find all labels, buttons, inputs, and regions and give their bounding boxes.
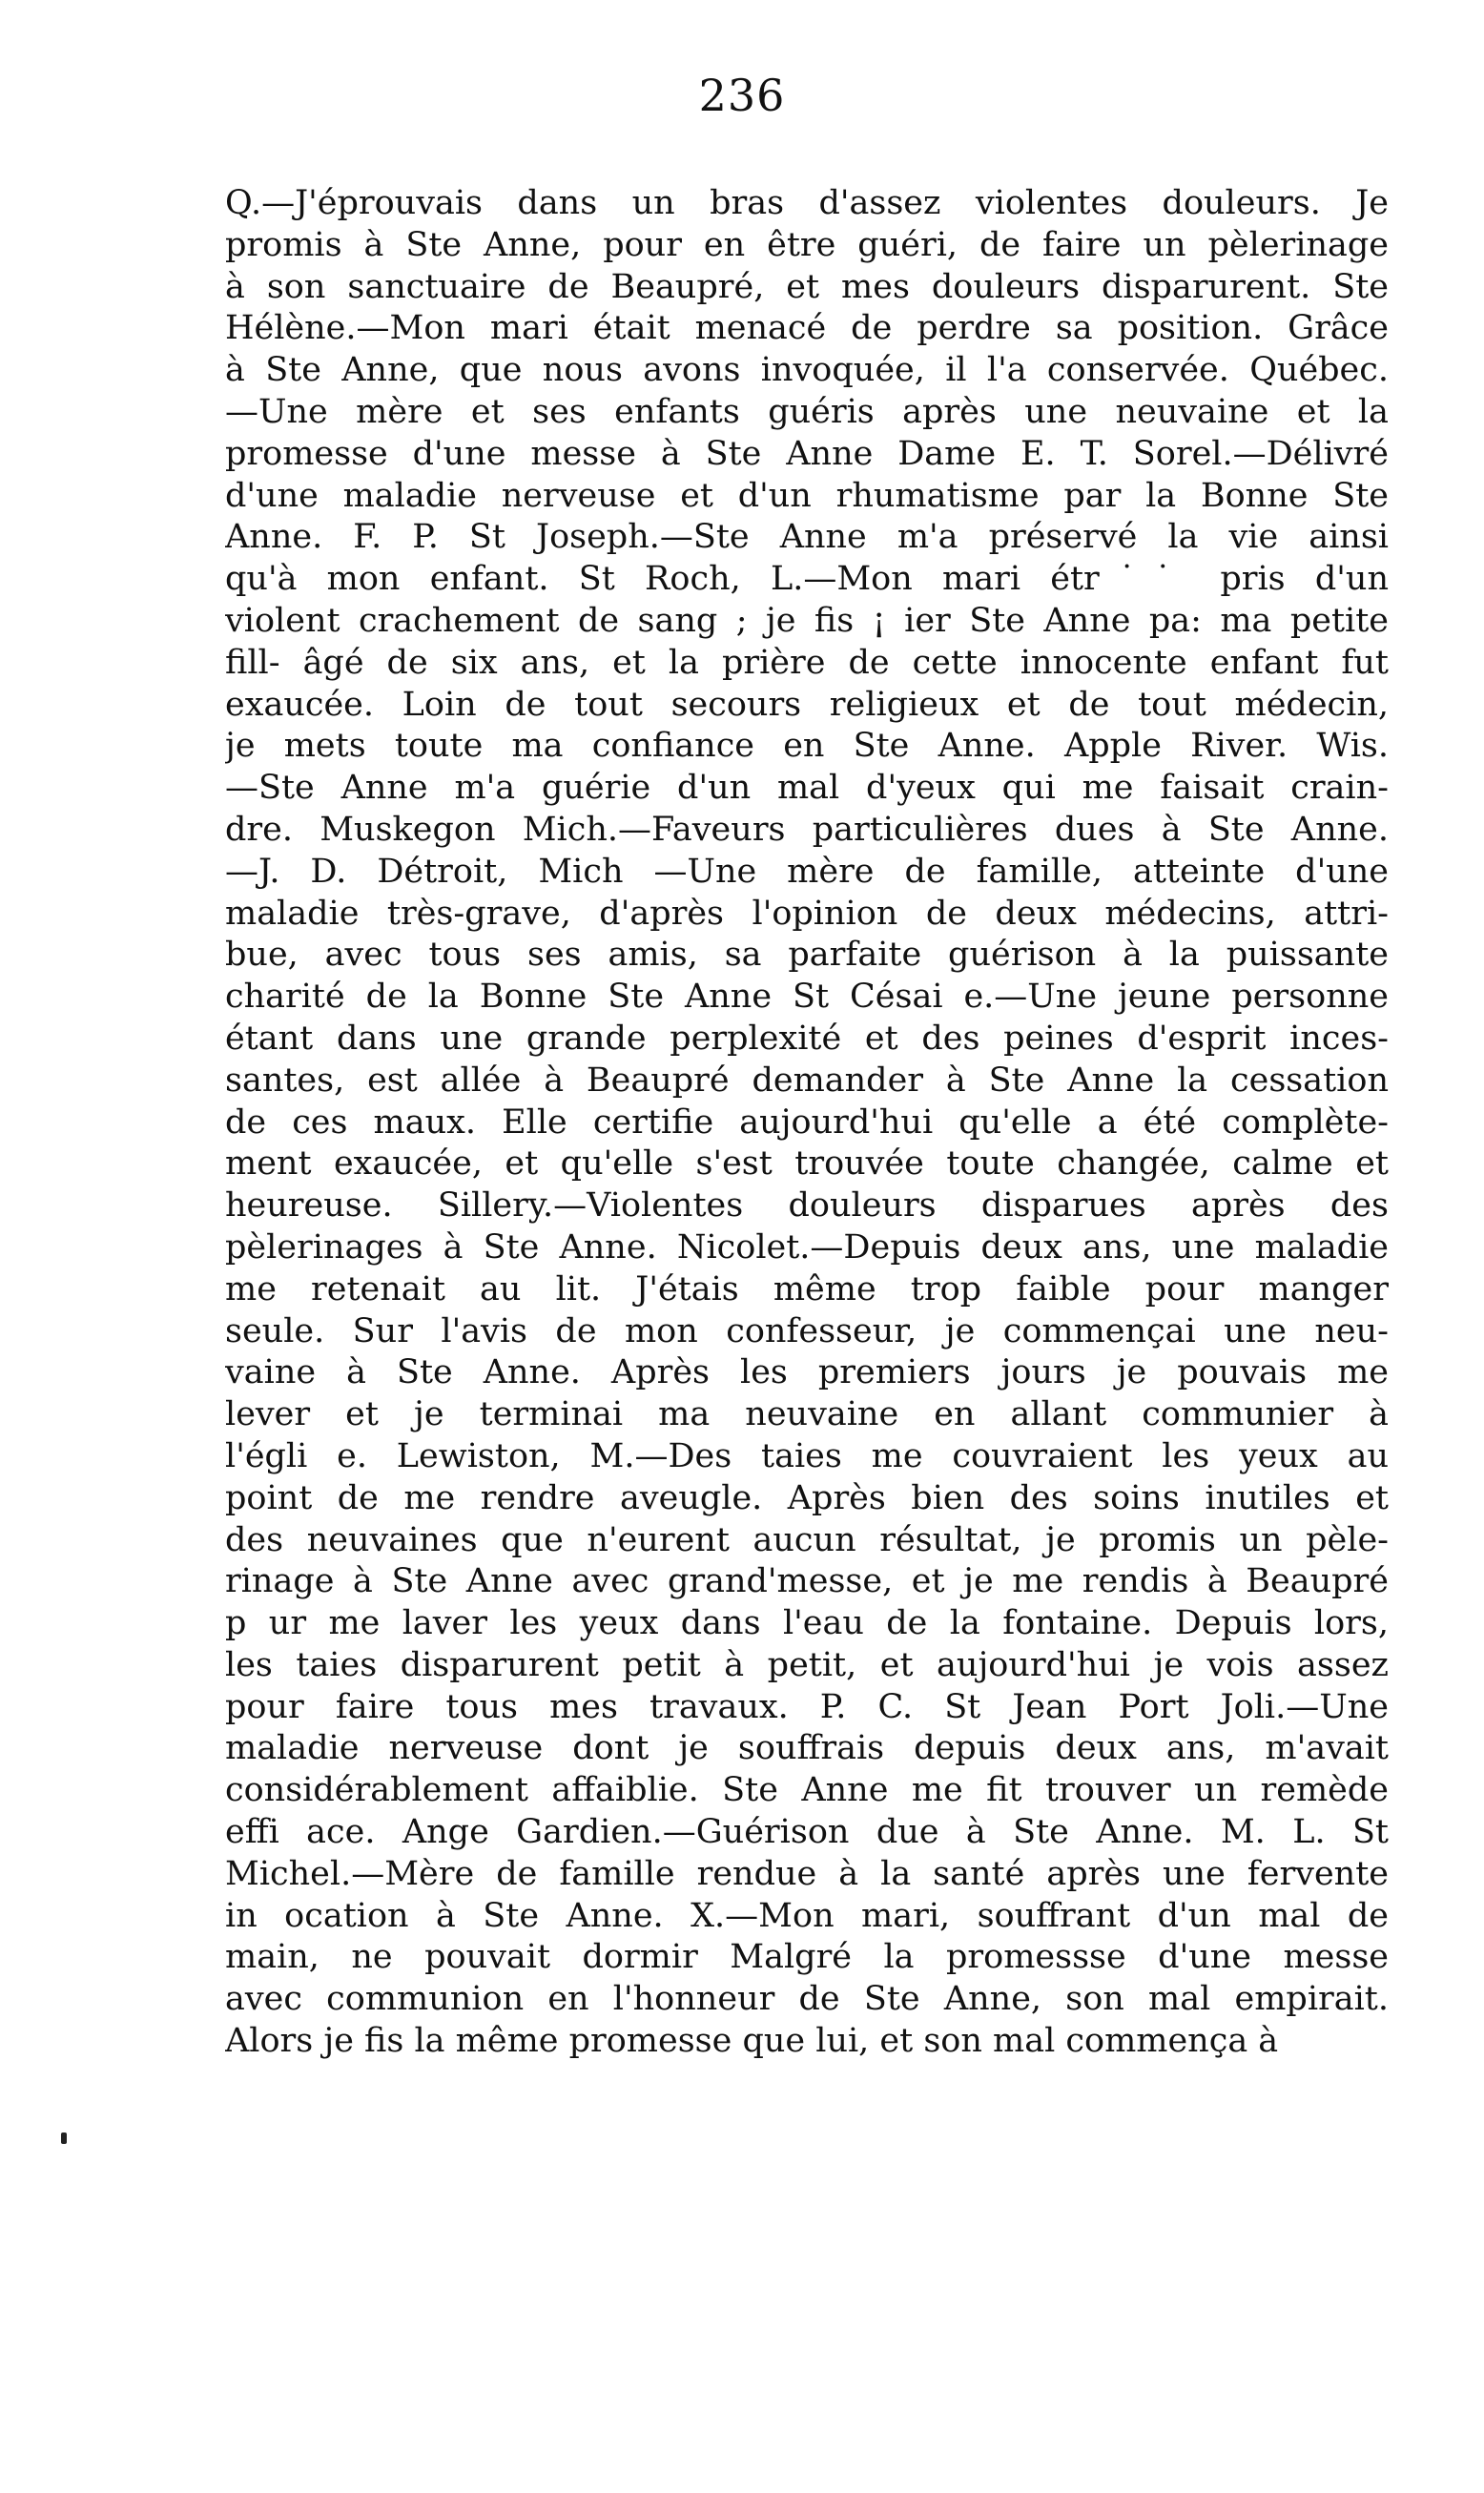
text-line: in ocation à Ste Anne. X.—Mon mari, souffrant d'un mal de bbox=[225, 1896, 1389, 1935]
text-line: considérablement affaiblie. Ste Anne me fit trouver un remède bbox=[225, 1771, 1389, 1810]
text-line: heureuse. Sillery.—Violentes douleurs disparues après des bbox=[225, 1186, 1389, 1226]
text-line: étant dans une grande perplexité et des peines d'esprit inces- bbox=[225, 1019, 1389, 1058]
text-line: les taies disparurent petit à petit, et aujourd'hui je vois assez bbox=[225, 1645, 1389, 1684]
text-line: santes, est allée à Beaupré demander à Ste Anne la cessation bbox=[225, 1061, 1389, 1100]
text-line: Alors je fis la même promesse que lui, et son mal commença à bbox=[225, 2022, 1279, 2061]
text-line: Hélène.—Mon mari était menacé de perdre sa position. Grâce bbox=[225, 309, 1389, 348]
text-line: fill- âgé de six ans, et la prière de cette innocente enfant fut bbox=[225, 643, 1389, 682]
ink-speck bbox=[61, 2132, 67, 2144]
body-text bbox=[225, 183, 1389, 2063]
text-line: rinage à Ste Anne avec grand'messe, et je me rendis à Beaupré bbox=[225, 1562, 1389, 1601]
text-line: à son sanctuaire de Beaupré, et mes douleurs disparurent. Ste bbox=[225, 267, 1389, 306]
text-line: qu'à mon enfant. St Roch, L.—Mon mari étr˙˙ pris d'un bbox=[225, 560, 1389, 599]
text-line: pour faire tous mes travaux. P. C. St Jean Port Joli.—Une bbox=[225, 1687, 1389, 1726]
text-line: Q.—J'éprouvais dans un bras d'assez violentes douleurs. Je bbox=[225, 184, 1389, 222]
text-line: point de me rendre aveugle. Après bien des soins inutiles et bbox=[225, 1478, 1389, 1517]
text-line: effi ace. Ange Gardien.—Guérison due à Ste Anne. M. L. St bbox=[225, 1813, 1389, 1852]
text-line: violent crachement de sang ; je fis ¡ ier Ste Anne pa: ma petite bbox=[225, 601, 1389, 640]
text-line: de ces maux. Elle certifie aujourd'hui qu'elle a été complète- bbox=[225, 1102, 1389, 1142]
text-line: p ur me laver les yeux dans l'eau de la fontaine. Depuis lors, bbox=[225, 1604, 1389, 1643]
text-line: à Ste Anne, que nous avons invoquée, il l'a conservée. Québec. bbox=[225, 351, 1389, 390]
text-line: des neuvaines que n'eurent aucun résultat, je promis un pèle- bbox=[225, 1520, 1389, 1559]
text-line: maladie nerveuse dont je souffrais depuis deux ans, m'avait bbox=[225, 1729, 1389, 1768]
text-line: je mets toute ma confiance en Ste Anne. Apple River. Wis. bbox=[225, 727, 1389, 766]
text-line: vaine à Ste Anne. Après les premiers jours je pouvais me bbox=[225, 1353, 1389, 1392]
text-line: exaucée. Loin de tout secours religieux et de tout médecin, bbox=[225, 685, 1389, 724]
text-line: pèlerinages à Ste Anne. Nicolet.—Depuis deux ans, une maladie bbox=[225, 1227, 1389, 1267]
text-line: promis à Ste Anne, pour en être guéri, de faire un pèlerinage bbox=[225, 225, 1389, 264]
text-line: ment exaucée, et qu'elle s'est trouvée toute changée, calme et bbox=[225, 1144, 1389, 1184]
text-line: charité de la Bonne Ste Anne St Césai e.—Une jeune personne bbox=[225, 978, 1389, 1017]
page-number: 236 bbox=[698, 70, 786, 121]
text-line: maladie très-grave, d'après l'opinion de deux médecins, attri- bbox=[225, 894, 1389, 933]
text-line: dre. Muskegon Mich.—Faveurs particulières dues à Ste Anne. bbox=[225, 810, 1389, 849]
text-line: me retenait au lit. J'étais même trop faible pour manger bbox=[225, 1269, 1389, 1308]
text-line: —Ste Anne m'a guérie d'un mal d'yeux qui me faisait crain- bbox=[225, 769, 1389, 808]
text-line: lever et je terminai ma neuvaine en allant communier à bbox=[225, 1395, 1389, 1434]
text-line: d'une maladie nerveuse et d'un rhumatisme par la Bonne Ste bbox=[225, 476, 1389, 515]
text-line: promesse d'une messe à Ste Anne Dame E. T. Sorel.—Délivré bbox=[225, 434, 1389, 473]
text-line: Michel.—Mère de famille rendue à la santé après une fervente bbox=[225, 1854, 1389, 1893]
text-line: bue, avec tous ses amis, sa parfaite guérison à la puissante bbox=[225, 936, 1389, 975]
text-line: avec communion en l'honneur de Ste Anne, son mal empirait. bbox=[225, 1980, 1389, 2019]
text-line: l'égli e. Lewiston, M.—Des taies me couvraient les yeux au bbox=[225, 1436, 1389, 1475]
text-line: —Une mère et ses enfants guéris après une neuvaine et la bbox=[225, 392, 1389, 431]
text-line: —J. D. Détroit, Mich —Une mère de famille, atteinte d'une bbox=[225, 852, 1389, 891]
text-line: Anne. F. P. St Joseph.—Ste Anne m'a préservé la vie ainsi bbox=[225, 518, 1389, 557]
text-line: seule. Sur l'avis de mon confesseur, je commençai une neu- bbox=[225, 1311, 1389, 1350]
text-line: main, ne pouvait dormir Malgré la promessse d'une messe bbox=[225, 1938, 1389, 1977]
